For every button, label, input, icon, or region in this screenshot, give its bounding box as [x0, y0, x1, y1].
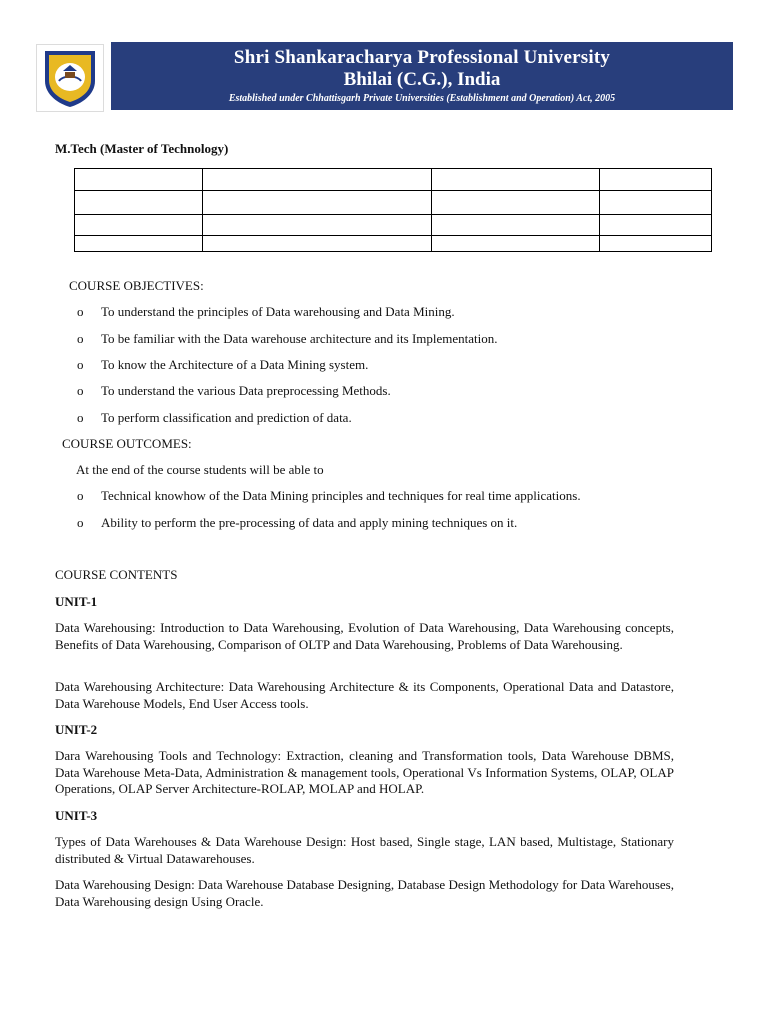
unit-2-title: UNIT-2	[55, 722, 98, 737]
bullet-icon: o	[77, 304, 84, 319]
table-cell	[432, 191, 600, 215]
outcomes-heading: COURSE OUTCOMES:	[62, 436, 192, 451]
table-cell	[203, 236, 432, 252]
university-shield-icon	[37, 45, 103, 111]
bullet-icon: o	[77, 357, 84, 372]
outcomes-intro: At the end of the course students will be able to	[76, 462, 324, 477]
university-banner	[111, 42, 733, 110]
unit-1-title: UNIT-1	[55, 594, 98, 609]
unit-1-paragraph-2: Data Warehousing Architecture: Data Warehousing Architecture & its Components, Operational Data and Datastore, Data Warehouse Models, End User Access tools.	[55, 679, 674, 711]
unit-3-paragraph-2: Data Warehousing Design: Data Warehouse Database Designing, Database Design Methodology for Data Warehouses, Data Warehousing design Using Oracle.	[55, 877, 674, 909]
table-row	[75, 169, 712, 191]
table-row	[75, 236, 712, 252]
unit-3-title: UNIT-3	[55, 808, 98, 823]
unit-1-paragraph-1: Data Warehousing: Introduction to Data Warehousing, Evolution of Data Warehousing, Data Warehousing concepts, Benefits of Data Warehousing, Comparison of OLTP and Data Warehousing, Problems of Data Warehousing.	[55, 620, 674, 652]
university-location: Bhilai (C.G.), India	[343, 69, 501, 90]
table-cell	[75, 191, 203, 215]
bullet-icon: o	[77, 515, 84, 530]
table-cell	[600, 191, 712, 215]
program-title: M.Tech (Master of Technology)	[55, 141, 229, 156]
university-name: Shri Shankaracharya Professional University	[233, 47, 611, 68]
table-cell	[203, 215, 432, 236]
table-cell	[75, 215, 203, 236]
bullet-icon: o	[77, 331, 84, 346]
unit-2-paragraph-1: Dara Warehousing Tools and Technology: Extraction, cleaning and Transformation tools, Data Warehouse DBMS, Data Warehouse Meta-Data, Administration & management tools, Operational Vs Information Systems, OLAP, OLAP Operations, OLAP Server Architecture-ROLAP, MOLAP and HOLAP.	[55, 748, 674, 796]
contents-heading: COURSE CONTENTS	[55, 567, 178, 582]
table-cell	[432, 236, 600, 252]
table-row	[75, 215, 712, 236]
unit-3-paragraph-1: Types of Data Warehouses & Data Warehouse Design: Host based, Single stage, LAN based, Multistage, Stationary distributed & Virtual Datawarehouses.	[55, 834, 674, 866]
objectives-heading: COURSE OBJECTIVES:	[69, 278, 204, 293]
table-cell	[432, 169, 600, 191]
bullet-icon: o	[77, 488, 84, 503]
table-cell	[600, 215, 712, 236]
table-cell	[75, 169, 203, 191]
table-cell	[75, 236, 203, 252]
table-cell	[600, 169, 712, 191]
bullet-icon: o	[77, 383, 84, 398]
table-cell	[203, 191, 432, 215]
table-cell	[600, 236, 712, 252]
table-cell	[432, 215, 600, 236]
university-logo	[36, 44, 104, 112]
table-cell	[203, 169, 432, 191]
course-info-table	[74, 168, 712, 252]
establishment-note: Established under Chhattisgarh Private Universities (Establishment and Operation) Act, 2005	[228, 93, 616, 104]
table-row	[75, 191, 712, 215]
bullet-icon: o	[77, 410, 84, 425]
